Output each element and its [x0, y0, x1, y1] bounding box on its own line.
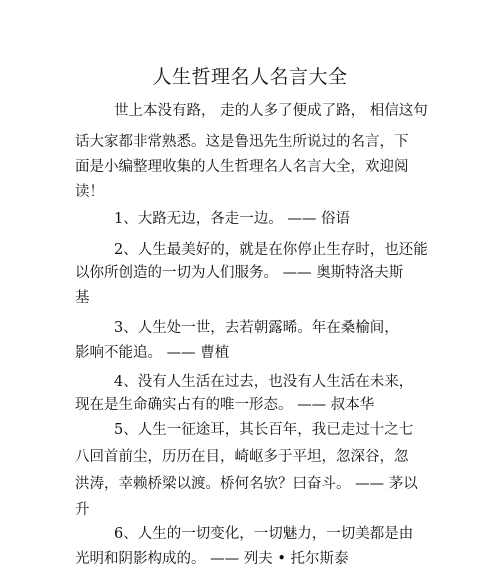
quote-line: 2、人生最美好的，就是在你停止生存时，也还能	[114, 242, 428, 258]
quote-line: 以你所创造的一切为人们服务。 —— 奥斯特洛夫斯	[75, 265, 404, 281]
quote-line: 3、人生处一世，去若朝露晞。年在桑榆间，	[114, 320, 399, 336]
quote-line: 八回首前尘，历历在目，崎岖多于平坦，忽深谷，忽	[75, 449, 409, 465]
quote-line: 影响不能追。 —— 曹植	[75, 345, 230, 361]
quote-line: 1、大路无边，各走一边。 —— 俗语	[114, 211, 350, 227]
quote-line: 现在是生命确实占有的唯一形态。 —— 叔本华	[75, 397, 375, 413]
quote-line: 6、人生的一切变化，一切魅力，一切美都是由	[114, 526, 414, 542]
document-title: 人生哲理名人名言大全	[152, 66, 348, 88]
quote-line: 升	[75, 502, 90, 518]
text-line: 世上本没有路， 走的人多了便成了路， 相信这句	[114, 103, 428, 119]
quote-line: 光明和阴影构成的。 —— 列夫 • 托尔斯泰	[75, 551, 349, 565]
quote-line: 5、人生一征途耳，其长百年，我已走过十之七	[114, 422, 414, 438]
text-line: 话大家都非常熟悉。这是鲁迅先生所说过的名言，下	[75, 134, 409, 150]
quote-line: 洪涛，幸赖桥梁以渡。桥何名欤？曰奋斗。 —— 茅以	[75, 476, 418, 492]
text-line: 读！	[75, 184, 104, 200]
text-line: 面是小编整理收集的人生哲理名人名言大全，欢迎阅	[75, 159, 409, 175]
quote-line: 基	[75, 290, 90, 306]
quote-line: 4、没有人生活在过去，也没有人生活在未来，	[114, 374, 414, 390]
